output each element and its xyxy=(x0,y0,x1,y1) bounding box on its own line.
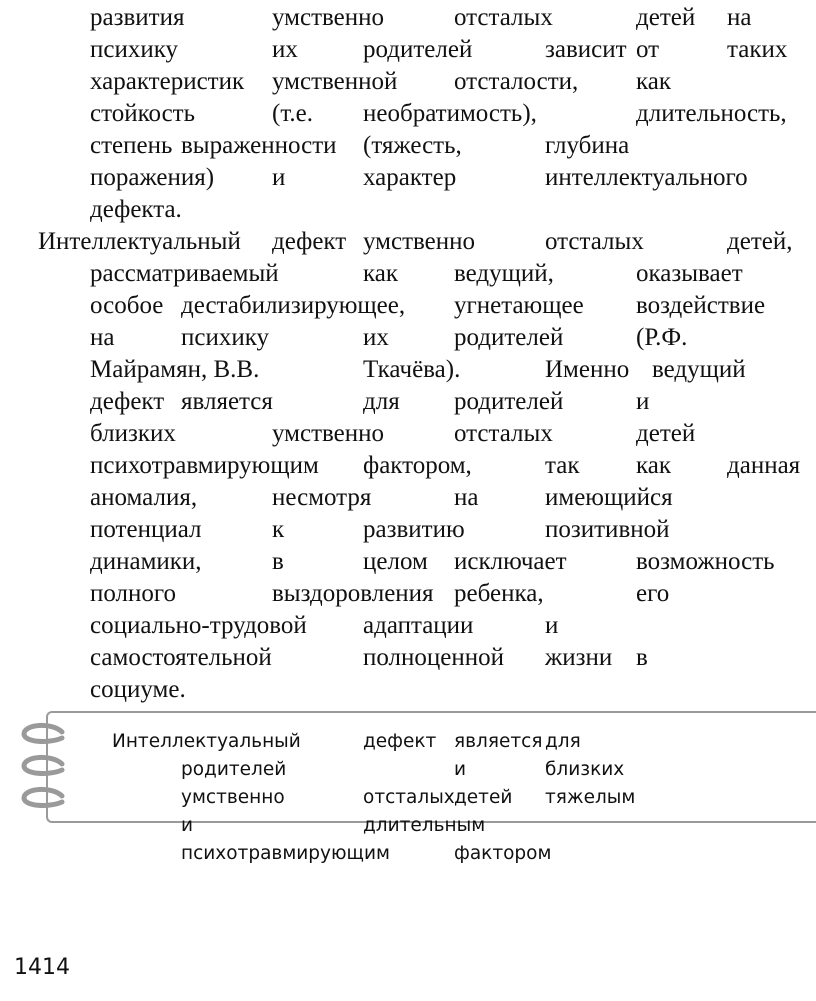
text-line xyxy=(0,642,816,674)
word: жизни xyxy=(545,644,613,671)
word: на xyxy=(90,324,115,351)
text-line xyxy=(0,226,816,258)
word: потенциал xyxy=(90,516,202,543)
word: как xyxy=(363,260,399,287)
word: отсталых xyxy=(454,4,553,31)
note-word: психотравмирующим xyxy=(181,843,390,864)
word: их xyxy=(363,324,389,351)
word: степень xyxy=(90,132,173,159)
text-line xyxy=(0,386,816,418)
word: данная xyxy=(727,452,801,479)
word: угнетающее xyxy=(454,292,584,319)
note-word: детей xyxy=(454,787,513,808)
note-line xyxy=(0,841,816,867)
note-word: для xyxy=(545,731,581,752)
word: умственно xyxy=(363,228,476,255)
word: их xyxy=(272,36,298,63)
word: родителей xyxy=(363,36,473,63)
word: исключает xyxy=(454,548,567,575)
text-line xyxy=(0,418,816,450)
word: глубина xyxy=(545,132,630,159)
word: особое xyxy=(90,292,164,319)
word: ведущий, xyxy=(454,260,554,287)
word: так xyxy=(545,452,580,479)
word: и xyxy=(545,612,559,639)
word: умственно xyxy=(272,4,385,31)
word: выздоровления xyxy=(272,580,434,607)
text-line xyxy=(0,258,816,290)
word: психику xyxy=(181,324,270,351)
text-line xyxy=(0,354,816,386)
note-word: дефект xyxy=(363,731,437,752)
word: оказывает xyxy=(636,260,743,287)
note-word: и xyxy=(454,759,467,780)
word: к xyxy=(272,516,285,543)
note-word: родителей xyxy=(181,759,287,780)
word: целом xyxy=(363,548,428,575)
word: и xyxy=(272,164,286,191)
word: дестабилизирующее, xyxy=(181,292,406,319)
text-line xyxy=(0,66,816,98)
text-line xyxy=(0,290,816,322)
note-word: умственно xyxy=(181,787,285,808)
word: поражения) xyxy=(90,164,215,191)
word: является xyxy=(181,388,273,415)
word: (т.е. xyxy=(272,100,313,127)
word: родителей xyxy=(454,388,564,415)
word: умственно xyxy=(272,420,385,447)
note-word: тяжелым xyxy=(545,787,636,808)
word: дефекта. xyxy=(90,196,182,223)
text-line xyxy=(0,162,816,194)
word: для xyxy=(363,388,400,415)
text-line xyxy=(0,546,816,578)
word: позитивной xyxy=(545,516,670,543)
word: характеристик xyxy=(90,68,245,95)
word: полного xyxy=(90,580,177,607)
word: несмотря xyxy=(272,484,372,511)
word: (тяжесть, xyxy=(363,132,462,159)
word: развития xyxy=(90,4,185,31)
word: Интеллектуальный xyxy=(38,228,241,255)
word: Ткачёва). xyxy=(363,356,461,383)
word: аномалия, xyxy=(90,484,198,511)
word: отсталых xyxy=(454,420,553,447)
word: полноценной xyxy=(363,644,505,671)
word: развитию xyxy=(363,516,465,543)
note-word: является xyxy=(454,731,543,752)
word: фактором, xyxy=(363,452,472,479)
note-line xyxy=(0,813,816,839)
word: в xyxy=(272,548,284,575)
word: длительность, xyxy=(636,100,787,127)
word: на xyxy=(454,484,479,511)
word: родителей xyxy=(454,324,564,351)
word: дефект xyxy=(272,228,347,255)
word: зависит xyxy=(545,36,627,63)
text-line xyxy=(0,610,816,642)
note-word: длительным xyxy=(363,815,486,836)
text-line xyxy=(0,34,816,66)
text-line xyxy=(0,514,816,546)
word: стойкость xyxy=(90,100,195,127)
word: детей xyxy=(636,420,696,447)
word: в xyxy=(636,644,648,671)
text-line xyxy=(0,130,816,162)
word: и xyxy=(636,388,650,415)
text-line xyxy=(0,322,816,354)
note-line xyxy=(0,757,816,783)
word: выраженности xyxy=(181,132,337,159)
note-word: отсталых xyxy=(363,787,455,808)
word: социально-трудовой xyxy=(90,612,307,639)
note-word: фактором xyxy=(454,843,552,864)
word: умственной xyxy=(272,68,398,95)
word: ведущий xyxy=(652,356,746,383)
word: возможность xyxy=(636,548,775,575)
word: (Р.Ф. xyxy=(636,324,688,351)
word: его xyxy=(636,580,670,607)
word: социуме. xyxy=(90,676,186,703)
note-word: и xyxy=(181,815,194,836)
word: необратимость), xyxy=(363,100,537,127)
note-word: близких xyxy=(545,759,625,780)
word: ребенка, xyxy=(454,580,544,607)
text-line xyxy=(0,482,816,514)
word: детей, xyxy=(727,228,793,255)
text-line xyxy=(0,578,816,610)
note-line xyxy=(0,785,816,811)
word: как xyxy=(636,452,672,479)
word: таких xyxy=(727,36,788,63)
text-line xyxy=(0,98,816,130)
word: психотравмирующим xyxy=(90,452,319,479)
page-number: 1414 xyxy=(14,955,70,980)
word: адаптации xyxy=(363,612,474,639)
text-line xyxy=(0,2,816,34)
text-line xyxy=(0,450,816,482)
word: от xyxy=(636,36,660,63)
text-line xyxy=(0,674,816,706)
word: характер xyxy=(363,164,457,191)
word: рассматриваемый xyxy=(90,260,279,287)
word: Майрамян, В.В. xyxy=(90,356,260,383)
word: интеллектуального xyxy=(545,164,748,191)
word: динамики, xyxy=(90,548,202,575)
note-line xyxy=(0,729,816,755)
word: как xyxy=(636,68,672,95)
word: самостоятельной xyxy=(90,644,272,671)
word: психику xyxy=(90,36,179,63)
word: на xyxy=(727,4,752,31)
word: отсталости, xyxy=(454,68,579,95)
note-word: Интеллектуальный xyxy=(112,731,301,752)
word: имеющийся xyxy=(545,484,673,511)
word: детей xyxy=(636,4,696,31)
word: Именно xyxy=(545,356,630,383)
word: близких xyxy=(90,420,176,447)
word: отсталых xyxy=(545,228,644,255)
word: дефект xyxy=(90,388,165,415)
word: воздействие xyxy=(636,292,766,319)
text-line xyxy=(0,194,816,226)
